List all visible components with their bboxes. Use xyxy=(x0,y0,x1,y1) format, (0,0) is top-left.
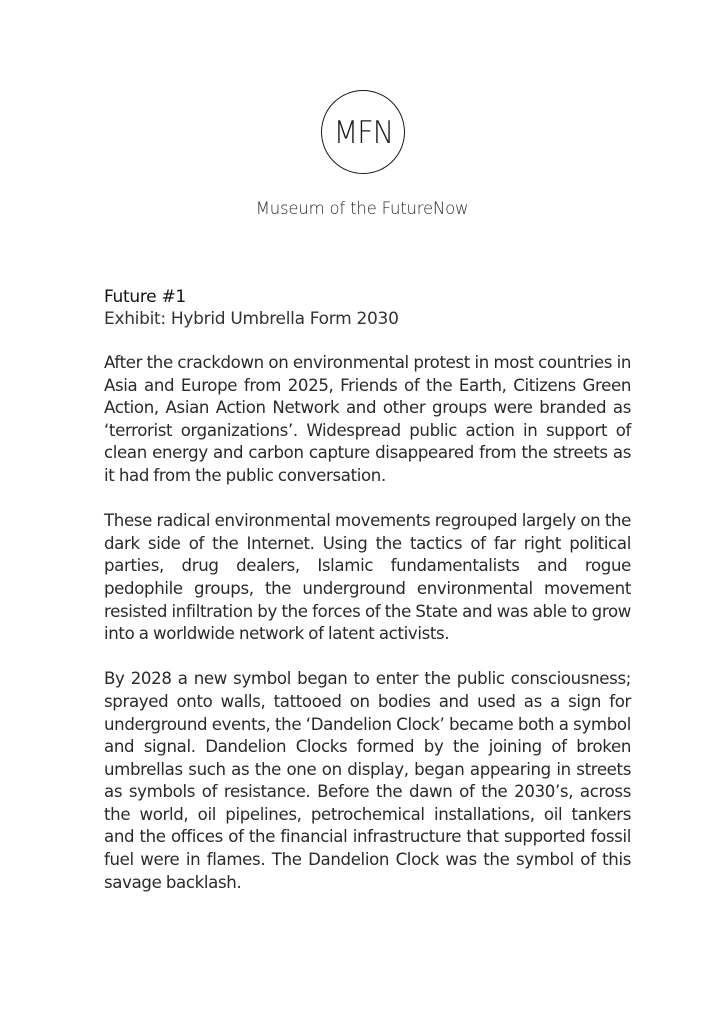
logo-text: MFN xyxy=(333,114,393,151)
museum-name: Museum of the FutureNow xyxy=(255,199,469,218)
exhibit-description xyxy=(104,286,631,917)
paragraph-crackdown: After the crackdown on environmental protest in most countries in Asia and Europe from 2025, Friends of the Earth, Citizens Green Action, Asian Action Network and other groups were branded as ‘terrorist organizations’. Widespread public action in support of clean energy and carbon capture disappeared from the streets as it had from the public conversation. xyxy=(104,353,631,485)
paragraph-regrouped: These radical environmental movements regrouped largely on the dark side of the Internet. Using the tactics of far right political parties, drug dealers, Islamic fundamentalists and rogue pedophile groups, the underground environmental movement resisted infiltration by the forces of the State and was able to grow into a worldwide network of latent activists. xyxy=(104,511,631,644)
exhibit-subtitle: Exhibit: Hybrid Umbrella Form 2030 xyxy=(104,309,399,329)
paragraph-dandelion-clock: By 2028 a new symbol began to enter the public consciousness; sprayed onto walls, tattooed on bodies and used as a sign for underground events, the ‘Dandelion Clock’ became both a symbol and signal. Dandelion Clocks formed by the joining of broken umbrellas such as the one on display, began appearing in streets as symbols of resistance. Before the dawn of the 2030’s, across the world, oil pipelines, petrochemical installations, oil tankers and the offices of the financial infrastructure that supported fossil fuel were in flames. The Dandelion Clock was the symbol of this savage backlash. xyxy=(104,669,631,892)
mfn-logo xyxy=(321,90,405,174)
exhibit-title: Future #1 xyxy=(104,287,186,307)
